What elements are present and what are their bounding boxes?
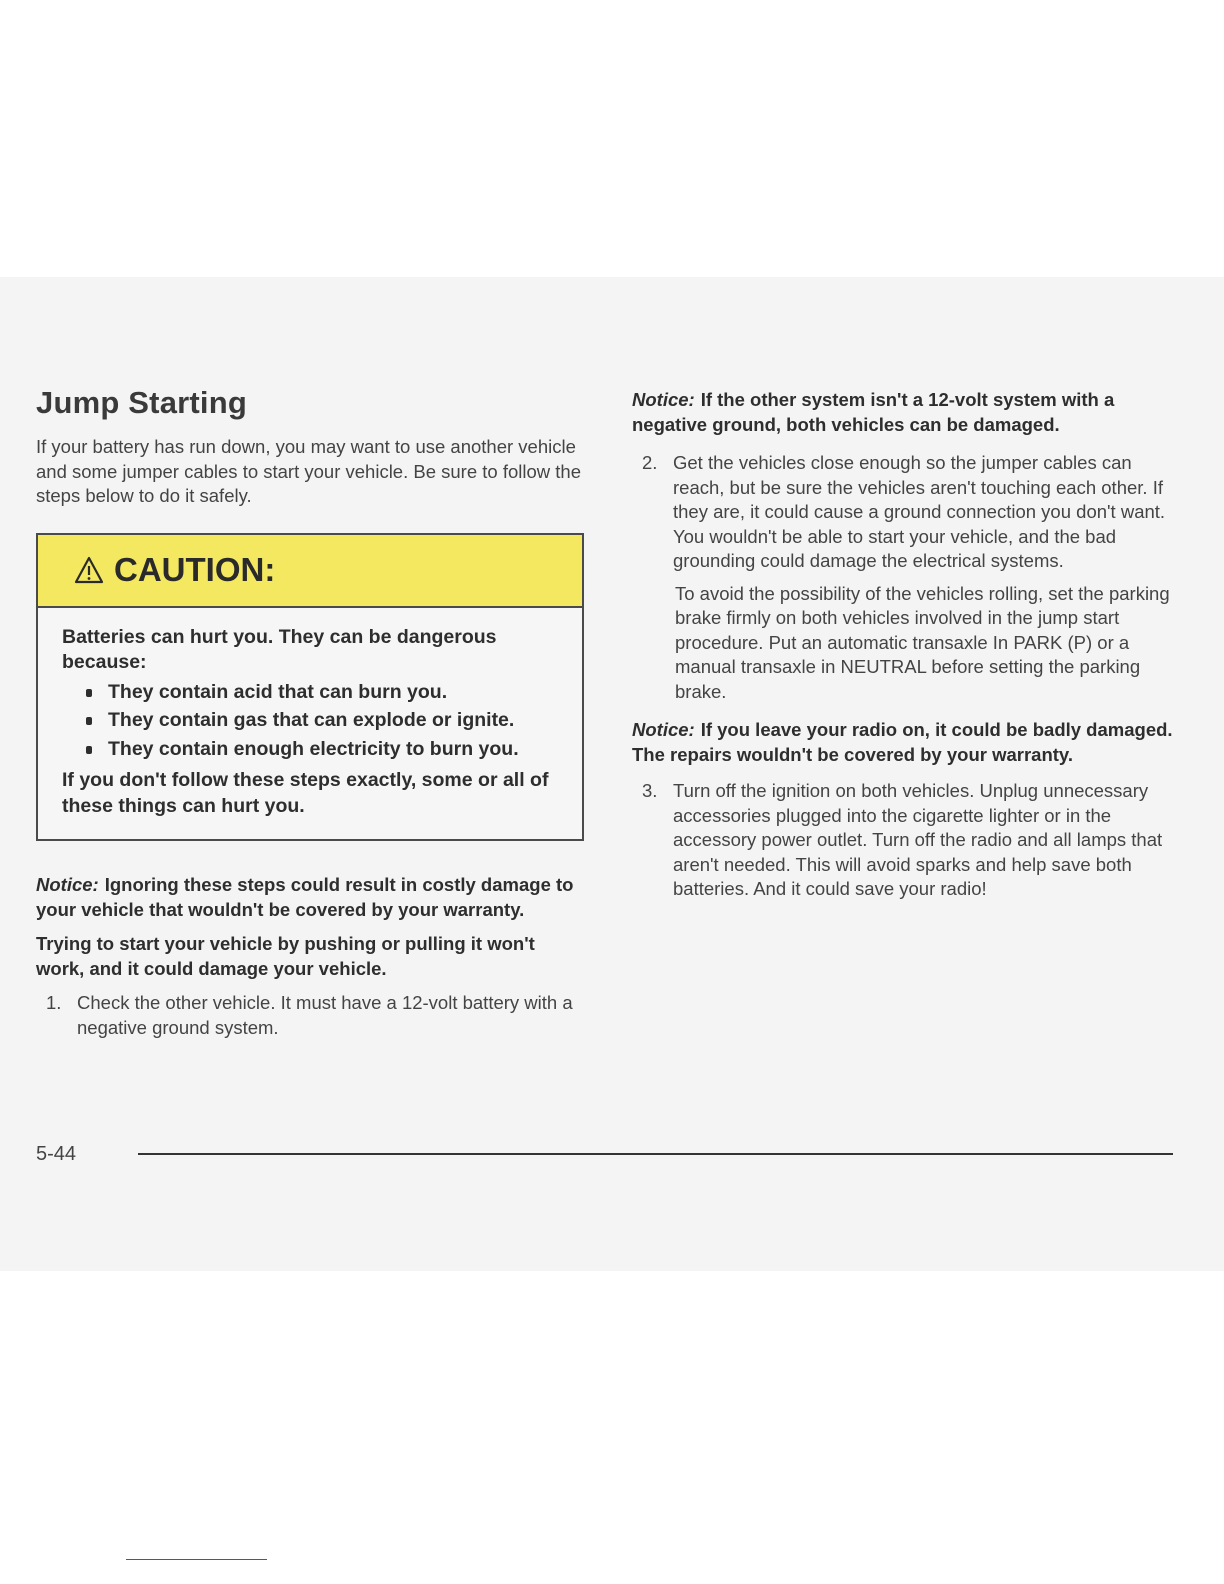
notice-ignoring-steps (36, 873, 586, 922)
warning-triangle-icon (74, 556, 104, 584)
step-number: 1. (46, 992, 62, 1013)
intro-paragraph: If your battery has run down, you may want to use another vehicle and some jumper cables to start your vehicle. Be sure to follow the steps below to do it safely. (36, 436, 581, 506)
step-number: 3. (642, 780, 658, 801)
step-number: 2. (642, 452, 658, 473)
step-item (632, 779, 1177, 902)
step-item (36, 991, 586, 1040)
link-underline[interactable] (126, 1559, 267, 1560)
caution-bullet: They contain gas that can explode or ignite. (84, 708, 558, 734)
push-pull-warning: Trying to start your vehicle by pushing or pulling it won't work, and it could damage your vehicle. (36, 933, 535, 979)
notice-text: If the other system isn't a 12-volt system with a negative ground, both vehicles can be damaged. (632, 389, 1115, 435)
notice-text: Ignoring these steps could result in costly damage to your vehicle that wouldn't be covered by your warranty. (36, 874, 574, 920)
step-2-parking-brake-paragraph: To avoid the possibility of the vehicles rolling, set the parking brake firmly on both vehicles involved in the jump start procedure. Put an automatic transaxle In PARK (P) or a manual transaxle in NEUTRAL before setting the parking brake. (675, 582, 1170, 702)
step-text: Turn off the ignition on both vehicles. Unplug unnecessary accessories plugged into the cigarette lighter or in the accessory power outlet. Turn off the radio and all lamps that aren't needed. This will avoid sparks and help save both batteries. And it could save your radio! (673, 780, 1163, 899)
caution-bullet: They contain enough electricity to burn you. (84, 737, 558, 763)
caution-box (36, 533, 584, 842)
footer-rule (138, 1153, 1173, 1155)
caution-body (38, 608, 582, 840)
left-column (36, 385, 586, 1040)
notice-radio (632, 718, 1177, 767)
step-text: Check the other vehicle. It must have a 12-volt battery with a negative ground system. (77, 992, 573, 1038)
caution-title: CAUTION: (114, 551, 276, 588)
caution-bullet: They contain acid that can burn you. (84, 680, 558, 706)
notice-12-volt (632, 388, 1177, 437)
caution-closing: If you don't follow these steps exactly, some or all of these things can hurt you. (62, 769, 549, 817)
notice-label: Notice: (632, 719, 695, 740)
notice-label: Notice: (632, 389, 695, 410)
caution-header (38, 535, 582, 608)
page-title: Jump Starting (36, 385, 248, 420)
right-column (632, 388, 1177, 902)
step-text: Get the vehicles close enough so the jumper cables can reach, but be sure the vehicles aren't touching each other. If they are, it could cause a ground connection you don't want. You wouldn't be able to start your vehicle, and the bad grounding could damage the electrical systems. (673, 452, 1166, 571)
caution-lead: Batteries can hurt you. They can be dangerous because: (62, 625, 497, 673)
page-number: 5-44 (36, 1143, 77, 1165)
caution-bullet-list (62, 680, 558, 763)
step-item (632, 451, 1177, 574)
notice-text: If you leave your radio on, it could be badly damaged. The repairs wouldn't be covered by your warranty. (632, 719, 1173, 765)
notice-label: Notice: (36, 874, 99, 895)
